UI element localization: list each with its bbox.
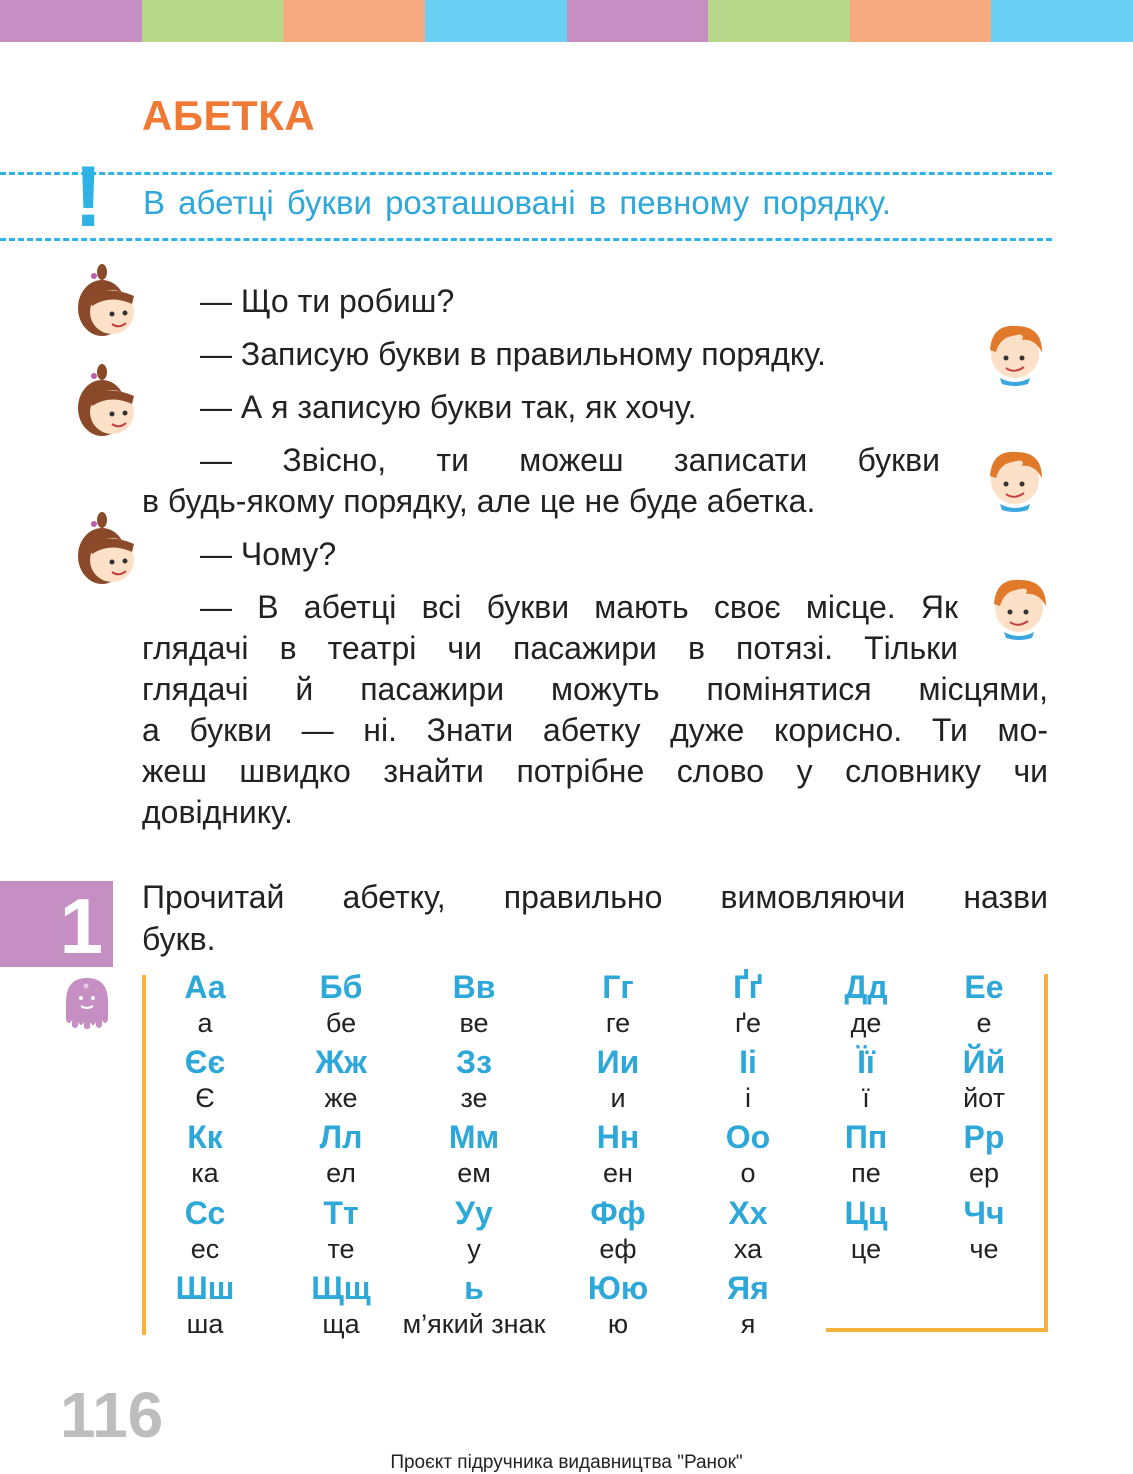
alphabet-cell — [135, 1271, 275, 1341]
alphabet-letter-name: ґе — [734, 1008, 762, 1038]
alphabet-cell — [404, 1045, 544, 1115]
octopus-icon — [62, 976, 112, 1030]
alphabet-letter-name: же — [324, 1083, 358, 1113]
rule-text: В абетці букви розташовані в певному порядку. — [143, 184, 891, 221]
alphabet-letter-name: це — [850, 1234, 882, 1264]
alphabet-letter: ь — [464, 1270, 484, 1306]
alphabet-cell — [404, 1196, 544, 1266]
color-stripes — [0, 0, 1133, 42]
alphabet-letter-name: ша — [186, 1309, 224, 1339]
alphabet-letter: Чч — [963, 1195, 1005, 1231]
task-line: букв. — [142, 921, 216, 957]
color-stripe — [283, 0, 425, 42]
alphabet-cell — [135, 1196, 275, 1266]
dialogue-line: — Записую букви в правильному порядку. — [200, 336, 826, 372]
alphabet-letter-name: ю — [607, 1309, 629, 1339]
boy-face-icon — [982, 320, 1048, 386]
alphabet-letter: Пп — [844, 1119, 888, 1155]
alphabet-letter-name: бе — [325, 1008, 357, 1038]
dialogue-line: глядачі й пасажири можуть помінятися місцями, — [142, 671, 1048, 707]
dialogue-line: а букви — ні. Знати абетку дуже корисно. Ти мо- — [142, 712, 1048, 748]
alphabet-letter: Уу — [455, 1195, 493, 1231]
alphabet-cell — [548, 1120, 688, 1190]
alphabet-cell — [271, 1196, 411, 1266]
dialogue-line: довіднику. — [142, 794, 293, 830]
alphabet-letter: Її — [857, 1044, 875, 1080]
alphabet-cell — [271, 1120, 411, 1190]
alphabet-cell — [548, 1271, 688, 1341]
alphabet-letter-name: ем — [457, 1158, 491, 1188]
alphabet-letter-name: і — [745, 1083, 751, 1113]
alphabet-letter: Лл — [319, 1119, 363, 1155]
alphabet-letter: Хх — [728, 1195, 768, 1231]
alphabet-letter-name: ен — [603, 1158, 633, 1188]
alphabet-letter: Йй — [962, 1044, 1006, 1080]
alphabet-letter-name: о — [740, 1158, 756, 1188]
alphabet-letter-name: и — [610, 1083, 626, 1113]
alphabet-letter: Яя — [727, 1270, 769, 1306]
boy-face-icon — [982, 446, 1048, 512]
alphabet-letter-name: а — [197, 1008, 213, 1038]
alphabet-cell — [914, 1045, 1054, 1115]
alphabet-letter: Гг — [602, 969, 634, 1005]
alphabet-letter: Вв — [452, 969, 496, 1005]
alphabet-letter: Жж — [315, 1044, 367, 1080]
alphabet-letter: Аа — [184, 969, 226, 1005]
alphabet-cell — [271, 1045, 411, 1115]
alphabet-letter: Нн — [596, 1119, 640, 1155]
alphabet-letter-name: е — [976, 1008, 992, 1038]
dialogue-line: — Що ти робиш? — [200, 283, 455, 319]
alphabet-letter-name: ге — [605, 1008, 631, 1038]
alphabet-letter-name: че — [969, 1234, 999, 1264]
alphabet-letter-name: ес — [190, 1234, 220, 1264]
alphabet-cell — [914, 1120, 1054, 1190]
alphabet-letter: Єє — [184, 1044, 226, 1080]
girl-face-icon — [76, 510, 140, 592]
alphabet-letter-name: ел — [326, 1158, 356, 1188]
exclamation-icon: ! — [74, 149, 103, 245]
page-number: 116 — [60, 1379, 164, 1451]
alphabet-letter: Тт — [323, 1195, 359, 1231]
color-stripe — [991, 0, 1133, 42]
alphabet-letter: Зз — [456, 1044, 492, 1080]
rule-border-top — [0, 172, 1052, 175]
task-instruction — [142, 876, 1048, 960]
alphabet-letter-name: те — [327, 1234, 355, 1264]
bracket-bottom — [826, 1328, 1048, 1332]
alphabet-cell — [135, 970, 275, 1040]
dialogue-line: — В абетці всі букви мають своє місце. Як — [200, 589, 958, 625]
alphabet-letter: Ґґ — [733, 969, 763, 1005]
dialogue-line: в будь-якому порядку, але це не буде абетка. — [142, 483, 816, 519]
alphabet-letter: Ии — [596, 1044, 640, 1080]
alphabet-letter: Бб — [319, 969, 363, 1005]
alphabet-letter-name: ер — [968, 1158, 1000, 1188]
alphabet-cell — [135, 1120, 275, 1190]
alphabet-letter-name: Є — [195, 1083, 215, 1113]
alphabet-letter: Фф — [590, 1195, 646, 1231]
alphabet-letter: Дд — [844, 969, 888, 1005]
alphabet-cell — [271, 970, 411, 1040]
girl-face-icon — [76, 362, 140, 444]
alphabet-letter-name: м’який знак — [402, 1309, 546, 1339]
color-stripe — [708, 0, 850, 42]
alphabet-letter: Шш — [175, 1270, 235, 1306]
footer-note: Проєкт підручника видавництва "Ранок" — [390, 1452, 743, 1473]
alphabet-letter: Іі — [739, 1044, 757, 1080]
dialogue-line: — Звісно, ти можеш записати букви — [200, 442, 940, 478]
alphabet-letter-name: ве — [459, 1008, 489, 1038]
alphabet-cell — [548, 1196, 688, 1266]
alphabet-letter: Кк — [187, 1119, 223, 1155]
alphabet-cell — [548, 970, 688, 1040]
alphabet-cell — [404, 970, 544, 1040]
alphabet-cell — [914, 1196, 1054, 1266]
alphabet-cell — [404, 1120, 544, 1190]
alphabet-letter-name: ка — [191, 1158, 219, 1188]
alphabet-letter-name: де — [850, 1008, 882, 1038]
alphabet-letter: Мм — [448, 1119, 500, 1155]
color-stripe — [850, 0, 992, 42]
alphabet-cell — [135, 1045, 275, 1115]
alphabet-letter-name: ха — [733, 1234, 763, 1264]
color-stripe — [0, 0, 142, 42]
task-number: 1 — [0, 881, 113, 967]
page-title: АБЕТКА — [142, 92, 316, 139]
alphabet-letter: Оо — [725, 1119, 771, 1155]
alphabet-letter-name: еф — [599, 1234, 637, 1264]
task-line: Прочитай абетку, правильно вимовляючи назви — [142, 879, 1048, 915]
alphabet-cell — [548, 1045, 688, 1115]
alphabet-letter: Ее — [964, 969, 1004, 1005]
dialogue-line: жеш швидко знайти потрібне слово у словнику чи — [142, 753, 1048, 789]
dialogue-line: глядачі в театрі чи пасажири в потязі. Тільки — [142, 630, 958, 666]
alphabet-letter: Юю — [587, 1270, 649, 1306]
alphabet-letter-name: я — [740, 1309, 756, 1339]
color-stripe — [142, 0, 284, 42]
dialogue-line: — А я записую букви так, як хочу. — [200, 389, 697, 425]
alphabet-letter-name: зе — [460, 1083, 488, 1113]
alphabet-cell — [374, 1271, 574, 1341]
rule-border-bottom — [0, 238, 1052, 241]
alphabet-letter: Рр — [963, 1119, 1005, 1155]
alphabet-cell — [678, 1271, 818, 1341]
alphabet-letter: Щщ — [311, 1270, 371, 1306]
alphabet-letter: Сс — [184, 1195, 226, 1231]
alphabet-letter-name: пе — [851, 1158, 881, 1188]
girl-face-icon — [76, 262, 140, 344]
boy-face-icon — [986, 574, 1052, 640]
alphabet-letter-name: ща — [322, 1309, 360, 1339]
alphabet-letter-name: йот — [963, 1083, 1005, 1113]
alphabet-cell — [914, 970, 1054, 1040]
color-stripe — [567, 0, 709, 42]
dialogue-line: — Чому? — [200, 536, 337, 572]
color-stripe — [425, 0, 567, 42]
alphabet-letter-name: ї — [862, 1083, 870, 1113]
alphabet-letter: Цц — [844, 1195, 888, 1231]
alphabet-letter-name: у — [467, 1234, 481, 1264]
